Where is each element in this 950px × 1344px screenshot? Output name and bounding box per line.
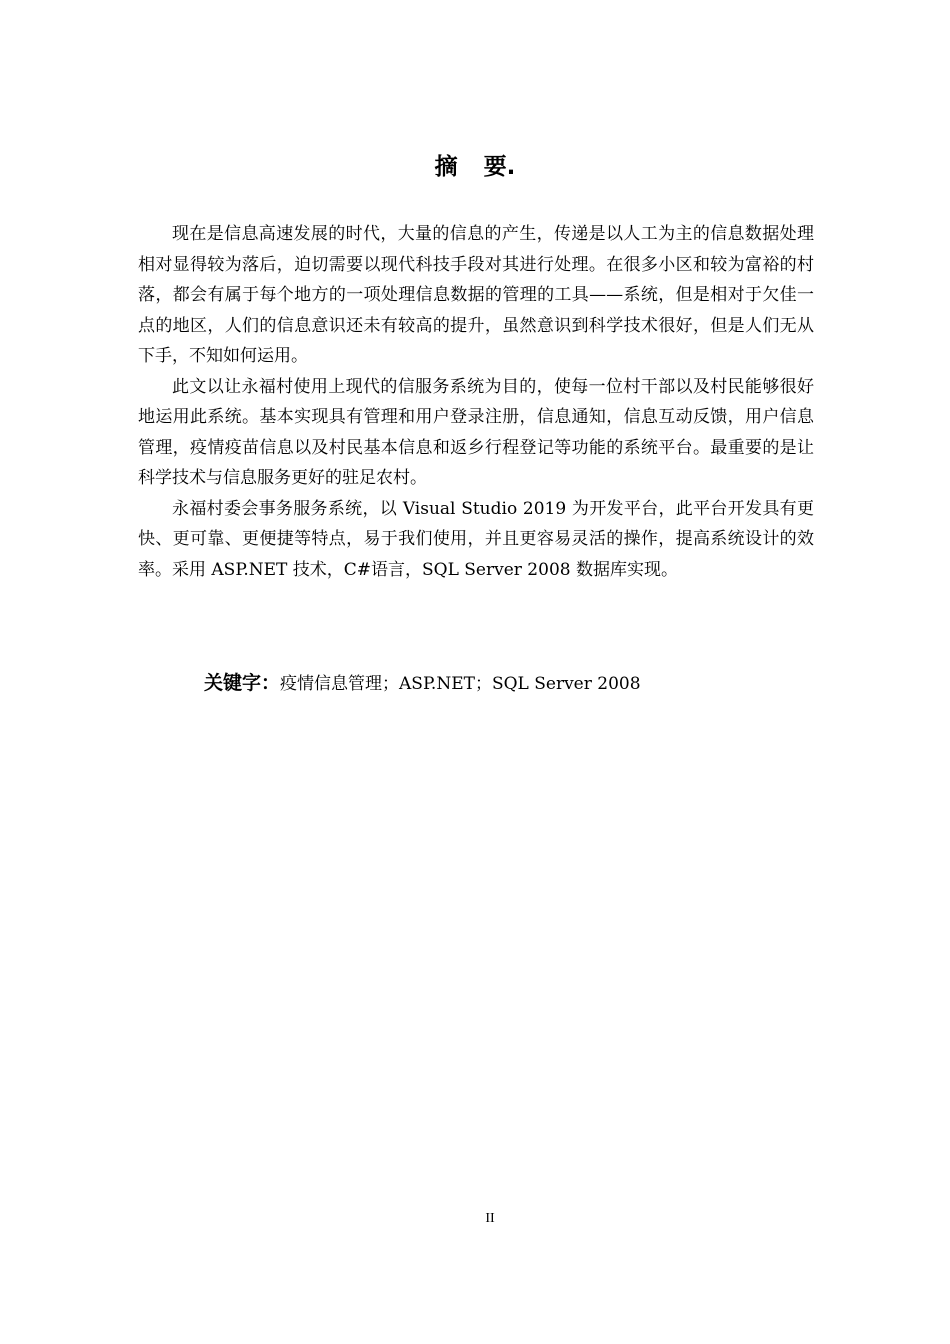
keywords-value: 疫情信息管理；ASP.NET；SQL Server 2008 [280, 674, 641, 694]
abstract-body [138, 219, 814, 585]
abstract-title-char-2: 要. [483, 154, 516, 180]
keywords-line [204, 668, 641, 699]
page-number: II [485, 1211, 495, 1226]
abstract-title-char-1: 摘 [434, 154, 458, 180]
keywords-label: 关键字： [204, 672, 281, 694]
abstract-paragraph-2: 此文以让永福村使用上现代的信服务系统为目的，使每一位村干部以及村民能够很好地运用此系统。基本实现具有管理和用户登录注册，信息通知，信息互动反馈，用户信息管理，疫情疫苗信息以及村民基本信息和返乡行程登记等功能的系统平台。最重要的是让科学技术与信息服务更好的驻足农村。 [138, 376, 814, 488]
abstract-paragraph-1: 现在是信息高速发展的时代，大量的信息的产生，传递是以人工为主的信息数据处理相对显得较为落后，迫切需要以现代科技手段对其进行处理。在很多小区和较为富裕的村落，都会有属于每个地方的一项处理信息数据的管理的工具——系统，但是相对于欠佳一点的地区，人们的信息意识还未有较高的提升，虽然意识到科学技术很好，但是人们无从下手，不知如何运用。 [138, 224, 814, 366]
abstract-paragraph-3: 永福村委会事务服务系统，以 Visual Studio 2019 为开发平台，此平台开发具有更快、更可靠、更便捷等特点，易于我们使用，并且更容易灵活的操作，提高系统设计的效率。采用 ASP.NET 技术，C#语言，SQL Server 2008 数据库实现。 [138, 498, 814, 580]
abstract-title [0, 148, 950, 181]
